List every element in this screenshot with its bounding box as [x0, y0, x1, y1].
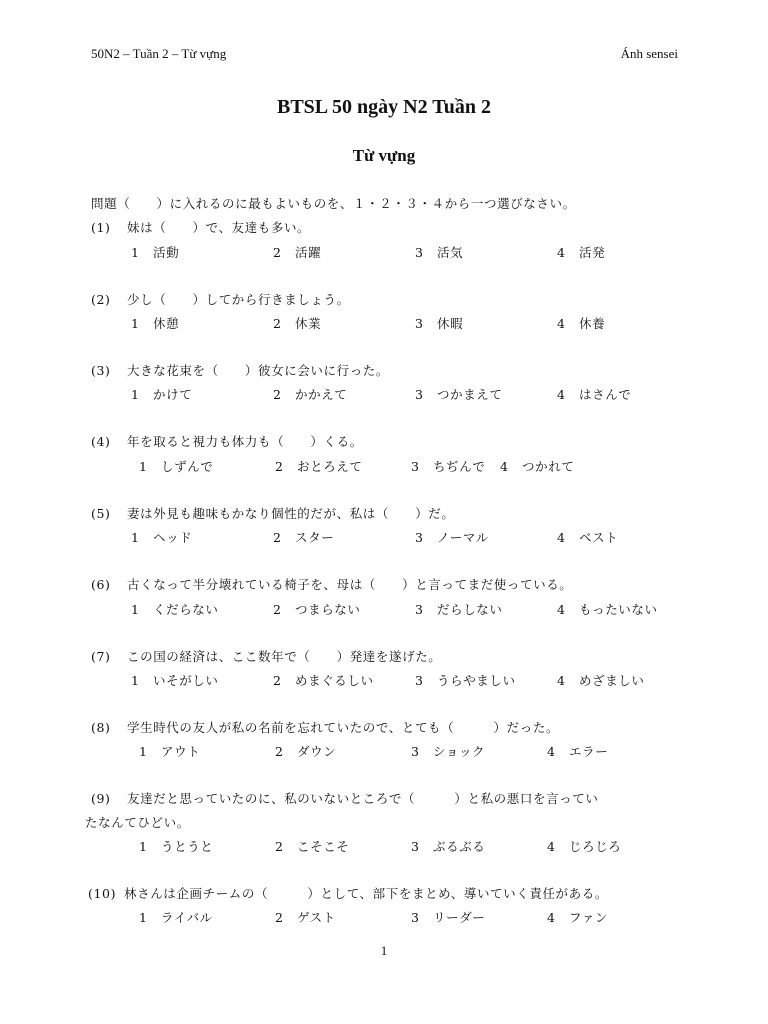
option: 2 活躍 [273, 245, 322, 260]
instruction: 問題（ ）に入れるのに最もよいものを、１・２・３・４から一つ選びなさい。 [91, 196, 576, 211]
option: 1 ライバル [139, 910, 213, 925]
option: 4 つかれて [500, 459, 575, 474]
option: 2 こそこそ [275, 839, 350, 854]
option: 4 じろじろ [547, 839, 622, 854]
option: 2 ゲスト [275, 910, 336, 925]
question-4: (4) 年を取ると視力も体力も（ ）くる。 [91, 434, 363, 449]
option: 1 しずんで [139, 459, 214, 474]
option: 3 ノーマル [415, 530, 490, 545]
option: 3 ショック [411, 744, 486, 759]
option: 2 かかえて [273, 387, 348, 402]
option: 1 うとうと [139, 839, 214, 854]
option: 4 エラー [547, 744, 609, 759]
option: 2 スター [273, 530, 335, 545]
page-subtitle: Từ vựng [352, 146, 416, 165]
option: 4 もったいない [557, 602, 658, 617]
option: 3 ぶるぶる [411, 839, 486, 854]
question-1: (1) 妹は（ ）で、友達も多い。 [91, 220, 311, 235]
option: 3 リーダー [411, 910, 486, 925]
question-7: (7) この国の経済は、ここ数年で（ ）発達を遂げた。 [91, 649, 442, 664]
question-6: (6) 古くなって半分壊れている椅子を、母は（ ）と言ってまだ使っている。 [91, 577, 573, 592]
option: 4 はさんで [557, 387, 632, 402]
question-9-continued: たなんてひどい。 [85, 815, 190, 830]
question-8: (8) 学生時代の友人が私の名前を忘れていたので、とても（ ）だった。 [91, 720, 560, 735]
option: 4 ベスト [557, 530, 619, 545]
option: 4 活発 [557, 245, 606, 260]
option: 3 活気 [415, 245, 464, 260]
option: 4 休養 [557, 316, 606, 331]
question-9: (9) 友達だと思っていたのに、私のいないところで（ ）と私の悪口を言ってい [91, 791, 599, 806]
option: 4 めざましい [557, 673, 645, 688]
question-5: (5) 妻は外見も趣味もかなり個性的だが、私は（ ）だ。 [91, 506, 455, 521]
option: 1 休憩 [131, 316, 180, 331]
option: 2 おとろえて [275, 459, 363, 474]
option: 3 うらやましい [415, 673, 516, 688]
option: 1 かけて [131, 387, 193, 402]
header-left: 50N2 – Tuần 2 – Từ vựng [91, 46, 227, 61]
page-number: 1 [380, 943, 388, 958]
option: 4 ファン [547, 910, 609, 925]
option: 1 いそがしい [131, 673, 219, 688]
option: 1 ヘッド [131, 530, 193, 545]
option: 2 ダウン [275, 744, 337, 759]
option: 3 休暇 [415, 316, 464, 331]
option: 2 めまぐるしい [273, 673, 374, 688]
option: 3 だらしない [415, 602, 503, 617]
question-3: (3) 大きな花束を（ ）彼女に会いに行った。 [91, 363, 390, 378]
question-10: (10) 林さんは企画チームの（ ）として、部下をまとめ、導いていく責任がある。 [88, 886, 608, 901]
page-title: BTSL 50 ngày N2 Tuần 2 [277, 96, 491, 118]
option: 1 アウト [139, 744, 201, 759]
header-right: Ánh sensei [620, 46, 678, 61]
option: 2 休業 [273, 316, 322, 331]
question-2: (2) 少し（ ）してから行きましょう。 [91, 292, 350, 307]
option: 1 くだらない [131, 602, 219, 617]
option: 3 ちぢんで [411, 459, 486, 474]
option: 2 つまらない [273, 602, 361, 617]
option: 1 活動 [131, 245, 180, 260]
option: 3 つかまえて [415, 387, 503, 402]
